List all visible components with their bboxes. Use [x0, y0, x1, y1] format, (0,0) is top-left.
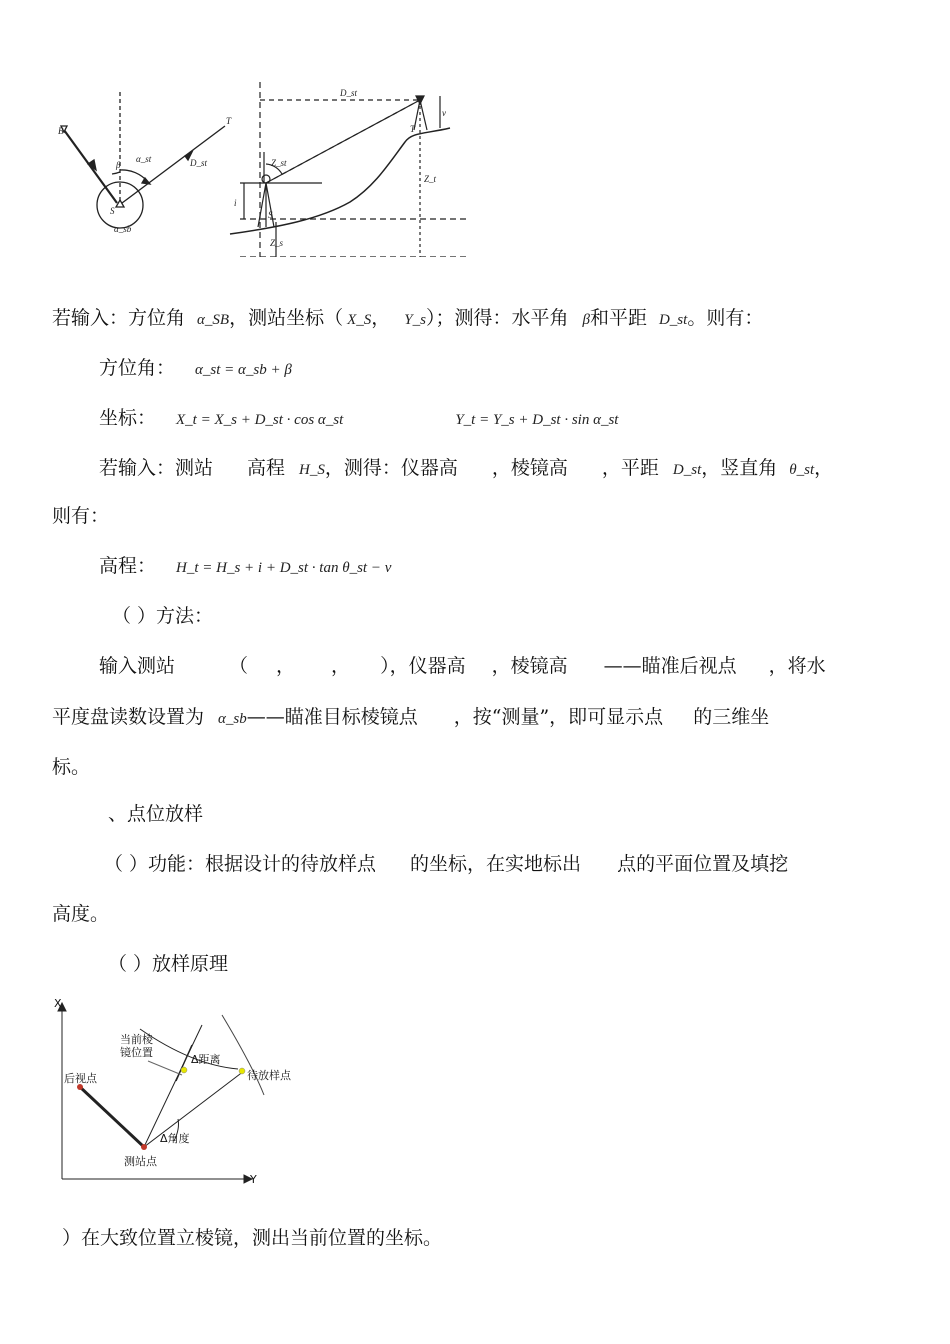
text-segment: ——瞄准后视点 — [603, 655, 737, 677]
y-axis-label: Y — [250, 1173, 257, 1185]
distance-arc — [140, 1029, 238, 1069]
text-segment: ，平距 — [601, 457, 659, 479]
survey-geometry-figure — [50, 82, 520, 257]
text-segment: 平度盘读数设置为 — [52, 706, 205, 728]
text-segment: ，竖直角 — [701, 457, 778, 479]
elevation-label: 高程： — [99, 555, 157, 577]
coords-label: 坐标： — [99, 407, 157, 429]
text-segment: 标。 — [52, 756, 91, 778]
section-heading-stakeout — [108, 802, 203, 826]
target-ray — [144, 1071, 244, 1147]
text-segment: 。则有： — [687, 307, 764, 329]
principle-heading — [108, 952, 228, 976]
text-segment: （ ）功能：根据设计的待放样点 — [104, 853, 377, 875]
fig1-label-dst: D_st — [340, 88, 358, 98]
station-point — [141, 1144, 147, 1150]
text-segment: ——瞄准目标棱镜点 — [246, 706, 418, 728]
text-segment: （ — [229, 655, 249, 677]
paragraph-method-line3 — [52, 755, 90, 779]
elevation-diagram — [230, 82, 470, 257]
text-segment: ， — [331, 655, 351, 677]
angle-label: Δ角度 — [160, 1132, 190, 1145]
text-segment: ），仪器高 — [380, 655, 466, 677]
azimuth-label: 方位角： — [99, 357, 176, 379]
math-h-s: H_S — [299, 462, 325, 478]
text-segment: 、点位放样 — [108, 803, 204, 825]
paragraph-input-azimuth — [52, 306, 763, 332]
text-segment: 若输入：测站 — [99, 457, 214, 479]
target-point — [239, 1068, 245, 1074]
paragraph-last — [62, 1226, 442, 1250]
azimuth-formula-line — [99, 356, 292, 382]
text-segment: 输入测站 — [99, 655, 176, 677]
text-segment: 的坐标，在实地标出 — [410, 853, 582, 875]
text-segment: 高程 — [247, 457, 286, 479]
math-beta: β — [582, 312, 590, 328]
formula-y-t: Y_t = Y_s + D_st · sin α_st — [455, 412, 619, 428]
fig1-label-zst: Z_st — [271, 158, 287, 168]
fig1-label-t2: T — [410, 124, 416, 134]
fig1-label-beta: β — [116, 160, 121, 170]
fig1-label-t: T — [226, 116, 232, 126]
backsight-label: 后视点 — [64, 1072, 97, 1085]
method-heading — [112, 604, 213, 628]
fig1-label-i: i — [234, 198, 237, 208]
fig1-label-s2: S — [268, 210, 273, 220]
math-d-st-2: D_st — [672, 462, 702, 478]
paragraph-then — [52, 504, 109, 528]
math-x-s: X_S — [347, 312, 372, 328]
distance-label: Δ距离 — [191, 1053, 221, 1066]
fig1-label-zt: Z_t — [424, 174, 437, 184]
math-alpha-sb: α_SB — [197, 312, 230, 328]
text-segment: ， — [276, 655, 296, 677]
paragraph-function-line2 — [52, 902, 109, 926]
paragraph-input-elevation — [99, 456, 833, 482]
azimuth-formula: α_st = α_sb + β — [195, 362, 292, 378]
elevation-formula-line — [99, 554, 391, 580]
prism-label-line2: 镜位置 — [120, 1046, 153, 1059]
text-segment: 高度。 — [52, 903, 110, 925]
fig1-label-v: v — [442, 108, 446, 118]
fig1-label-alpha-sb: α_sb — [114, 224, 132, 234]
paragraph-method-line1 — [99, 654, 826, 678]
text-segment: ，将水 — [768, 655, 826, 677]
math-y-s: Y_s — [404, 312, 426, 328]
coords-formula-line — [99, 406, 618, 432]
text-segment: ）；测得：水平角 — [425, 307, 569, 329]
paragraph-method-line2 — [52, 705, 769, 731]
text-segment: ，测得：仪器高 — [324, 457, 458, 479]
text-segment: 点的平面位置及填挖 — [617, 853, 789, 875]
text-segment: 和平距 — [589, 307, 647, 329]
text-segment: 的三维坐 — [693, 706, 770, 728]
text-segment: ， — [814, 457, 834, 479]
stakeout-principle-figure — [52, 995, 312, 1185]
station-label: 测站点 — [124, 1155, 157, 1168]
text-segment: ）在大致位置立棱镜，测出当前位置的坐标。 — [62, 1227, 443, 1249]
text-segment: ， — [371, 307, 391, 329]
text-segment: 若输入：方位角 — [52, 307, 186, 329]
elevation-formula: H_t = H_s + i + D_st · tan θ_st − v — [176, 560, 392, 576]
text-segment: （ ）方法： — [112, 605, 214, 627]
prism-label-line1: 当前棱 — [120, 1033, 153, 1046]
math-alpha-sb-2: α_sb — [218, 711, 247, 727]
math-d-st: D_st — [658, 312, 688, 328]
text-segment: ，测站坐标（ — [229, 307, 344, 329]
fig1-label-alpha: α_st — [136, 154, 152, 164]
target-label: 待放样点 — [247, 1069, 291, 1082]
x-axis-label: X — [54, 997, 62, 1010]
text-segment: ，棱镜高 — [491, 655, 568, 677]
prism-point — [181, 1067, 187, 1073]
text-segment: ，棱镜高 — [491, 457, 568, 479]
text-segment: ，按“测量”，即可显示点 — [453, 706, 664, 728]
fig1-label-zs: Z_s — [270, 238, 284, 248]
fig1-label-s: S — [110, 206, 115, 216]
backsight-line — [80, 1087, 144, 1147]
fig1-label-b: B — [58, 126, 64, 136]
fig1-label-d: D_st — [190, 158, 208, 168]
formula-x-t: X_t = X_s + D_st · cos α_st — [176, 412, 344, 428]
paragraph-function-line1 — [104, 852, 788, 876]
math-theta-st: θ_st — [789, 462, 815, 478]
text-segment: 则有： — [52, 505, 110, 527]
text-segment: （ ）放样原理 — [108, 953, 229, 975]
